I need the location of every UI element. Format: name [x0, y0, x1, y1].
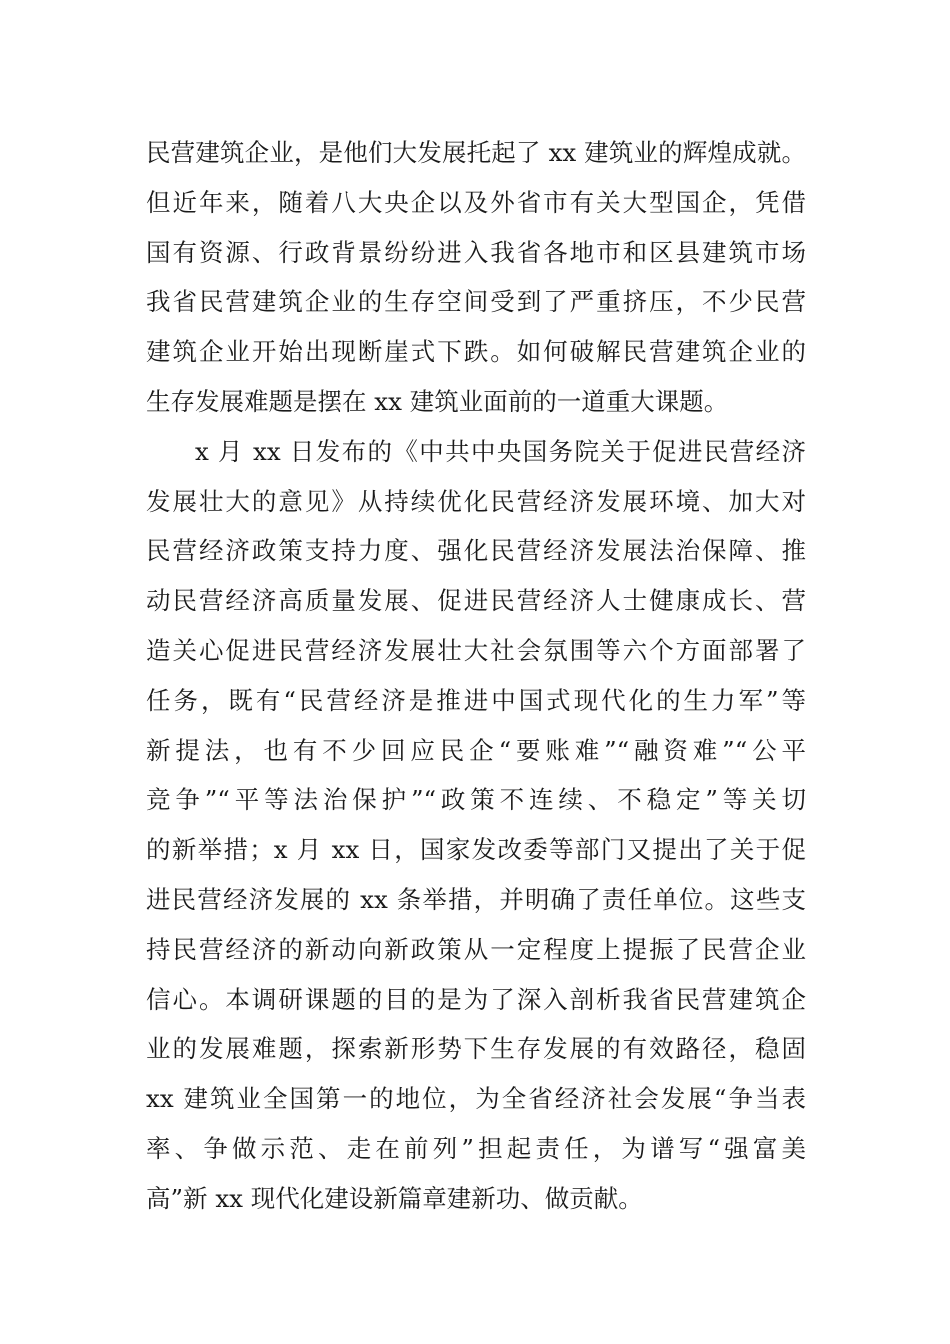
text-line: 率、争做示范、走在前列”担起责任，为谱写“强富美: [146, 1133, 806, 1163]
text-line: 动民营经济高质量发展、促进民营经济人士健康成长、营: [146, 586, 806, 616]
text-line: 民营经济政策支持力度、强化民营经济发展法治保障、推: [146, 536, 806, 566]
text-line: 民营建筑企业，是他们大发展托起了 xx 建筑业的辉煌成就。: [146, 138, 806, 167]
text-line: 的新举措；x 月 xx 日，国家发改委等部门又提出了关于促: [146, 835, 806, 865]
text-line: 我省民营建筑企业的生存空间受到了严重挤压，不少民营: [146, 287, 806, 317]
text-line: 国有资源、行政背景纷纷进入我省各地市和区县建筑市场: [146, 237, 806, 267]
text-line: 进民营经济发展的 xx 条举措，并明确了责任单位。这些支: [146, 884, 806, 914]
text-line: 信心。本调研课题的目的是为了深入剖析我省民营建筑企: [146, 984, 806, 1014]
text-line: 持民营经济的新动向新政策从一定程度上提振了民营企业: [146, 934, 806, 964]
document-body: [146, 128, 806, 1224]
text-line: 生存发展难题是摆在 xx 建筑业面前的一道重大课题。: [146, 386, 729, 416]
text-line: x 月 xx 日发布的《中共中央国务院关于促进民营经济: [195, 436, 806, 466]
text-line: 任务，既有“民营经济是推进中国式现代化的生力军”等: [146, 685, 806, 715]
text-line: 建筑企业开始出现断崖式下跌。如何破解民营建筑企业的: [146, 337, 806, 367]
text-line: 但近年来，随着八大央企以及外省市有关大型国企，凭借: [146, 187, 806, 217]
text-line: 发展壮大的意见》从持续优化民营经济发展环境、加大对: [146, 486, 806, 516]
text-line: 竞争”“平等法治保护”“政策不连续、不稳定”等关切: [146, 785, 806, 815]
text-line: xx 建筑业全国第一的地位，为全省经济社会发展“争当表: [146, 1084, 806, 1114]
text-line: 新提法，也有不少回应民企“要账难”“融资难”“公平: [146, 735, 806, 765]
text-line: 造关心促进民营经济发展壮大社会氛围等六个方面部署了: [146, 635, 806, 665]
text-line: 高”新 xx 现代化建设新篇章建新功、做贡献。: [146, 1183, 643, 1213]
text-line: 业的发展难题，探索新形势下生存发展的有效路径，稳固: [146, 1034, 806, 1064]
